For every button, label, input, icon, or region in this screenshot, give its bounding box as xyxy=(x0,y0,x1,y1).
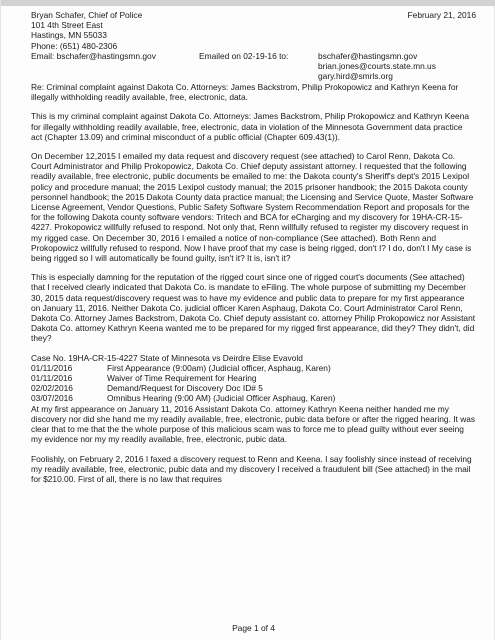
sender-phone: Phone: (651) 480-2306 xyxy=(31,40,118,51)
recipient-email: gary.hird@smrls.org xyxy=(318,71,393,82)
sender-name: Bryan Schafer, Chief of Police xyxy=(31,10,143,20)
case-event-date: 02/02/2016 xyxy=(31,383,73,394)
case-event-date: 03/07/2016 xyxy=(31,393,73,404)
case-event-row xyxy=(31,383,476,393)
letter-header xyxy=(31,10,476,82)
case-event-row xyxy=(31,393,476,403)
case-event-date: 01/11/2016 xyxy=(31,362,73,373)
case-summary xyxy=(31,353,476,404)
subject-line: Re: Criminal complaint against Dakota Co. Attorneys: James Backstrom, Philip Prokopowicz and Kathryn Keena for illegally withholding readily available, free, electronic, data. xyxy=(31,82,459,103)
case-title: Case No. 19HA-CR-15-4227 State of Minnesota vs Deirdre Elise Evavold xyxy=(31,352,303,363)
recipient-email: bschafer@hastingsmn.gov xyxy=(318,51,418,61)
efiling-paragraph: This is especially damning for the reputation of the rigged court since one of rigged court's documents (See attached) that I received clearly indicated that Dakota Co. is mandate to eFiling. The whole purpose of submitting my December 30, 2015 data request/discovery request was to have my evidence and public data to prepare for my first appearance on January 11, 2016. Neither Dakota Co. judicial officer Karen Asphaug, Dakota Co. Court Administrator Carol Renn, Dakota Co. Attorney James Backstrom, Dakota Co. Chief deputy assistant co. attorney Philip Prokopowicz nor Assistant Dakota Co. attorney Kathryn Keena wanted me to be prepared for my rigged first appearance, did they? They didn't, did they? xyxy=(31,272,476,344)
sender-email: Email: bschafer@hastingsmn.gov xyxy=(31,50,156,61)
letter-body xyxy=(31,10,476,493)
scan-edge xyxy=(1,0,495,6)
sender-city: Hastings, MN 55033 xyxy=(31,30,107,41)
letter-date: February 21, 2016 xyxy=(407,10,476,20)
fax-paragraph: Foolishly, on February 2, 2016 I faxed a discovery request to Renn and Keena. I say foolishly since instead of receiving my readily available, free, electronic, pubic data and my discovery I received a fraudulent bill (See attached) in the mail for $210.00. First of all, there is no law that requires xyxy=(31,453,472,484)
case-event-row xyxy=(31,363,476,373)
emailed-label: Emailed on 02-19-16 to: xyxy=(199,51,289,61)
case-event-text: First Appearance (9:00am) (Judicial officer, Asphaug, Karen) xyxy=(107,362,331,373)
case-event-text: Omnibus Hearing (9:00 AM) (Judicial Officer Asphaug, Karen) xyxy=(107,393,336,404)
recipient-list xyxy=(318,51,436,82)
page-number: Page 1 of 4 xyxy=(232,623,275,633)
recipient-email: brian.jones@courts.state.mn.us xyxy=(318,61,436,72)
first-appearance-paragraph: At my first appearance on January 11, 2016 Assistant Dakota Co. attorney Kathryn Keena neither handed me my discovery nor did she hand me my readily available, free, electronic, pubic data before or after the rigged hearing. It was clear that to me that the the whole purpose of this malicious scam was to force me to plead guilty without ever seeing my evidence nor my my readily available, free, electronic, pubic data. xyxy=(31,403,476,445)
case-event-text: Waiver of Time Requirement for Hearing xyxy=(107,373,257,384)
sender-block xyxy=(31,10,156,61)
case-event-date: 01/11/2016 xyxy=(31,373,73,384)
case-event-text: Demand/Request for Discovery Doc ID# 5 xyxy=(107,383,263,394)
data-request-paragraph: On December 12,2015 I emailed my data request and discovery request (see attached) to Carol Renn, Dakota Co. Court Administrator and Philip Prokopowicz, Dakota Co. Chief deputy assistant attorney. I requested that the following readily available, free electronic, public documents be emailed to me: the Dakota county's Sheriff's dept's 2015 Lexipol policy and procedure manual; the 2015 Lexipol custody manual; the 2015 prisoner handbook; the 2015 Dakota county personnel handbook; the 2015 Dakota County data practice manual; the Licensing and Service Quote, Master Software License Agreement, Vendor Questions, Public Safety Software System Recommendation Report and proposals for the for the following Dakota county software vendors: Tritech and BCA for eCharging and my discovery for 19HA-CR-15-4227. Prokopowicz willfully refused to respond. Not only that, Renn willfully refused to register my discovery request in my rigged case. On December 30, 2016 I emailed a notice of non-compliance (See attached). Both Renn and Prokopowicz willfully refused to respond. Now I have proof that my case is being rigged, don't I? I do, don't I My case is being rigged so I will automatically be found guilty, isn't it? It is, isn't it? xyxy=(31,151,474,264)
sender-street: 101 4th Street East xyxy=(31,20,103,31)
case-event-row xyxy=(31,373,476,383)
complaint-paragraph: This is my criminal complaint against Dakota Co. Attorneys: James Backstrom, Philip Prokopowicz and Kathryn Keena for illegally withholding readily available, free, electronic, data in violation of the Minnesota Government data practice act (Chapter 13.09) and criminal misconduct of a public official (Chapter 609.43(1)). xyxy=(31,111,470,142)
